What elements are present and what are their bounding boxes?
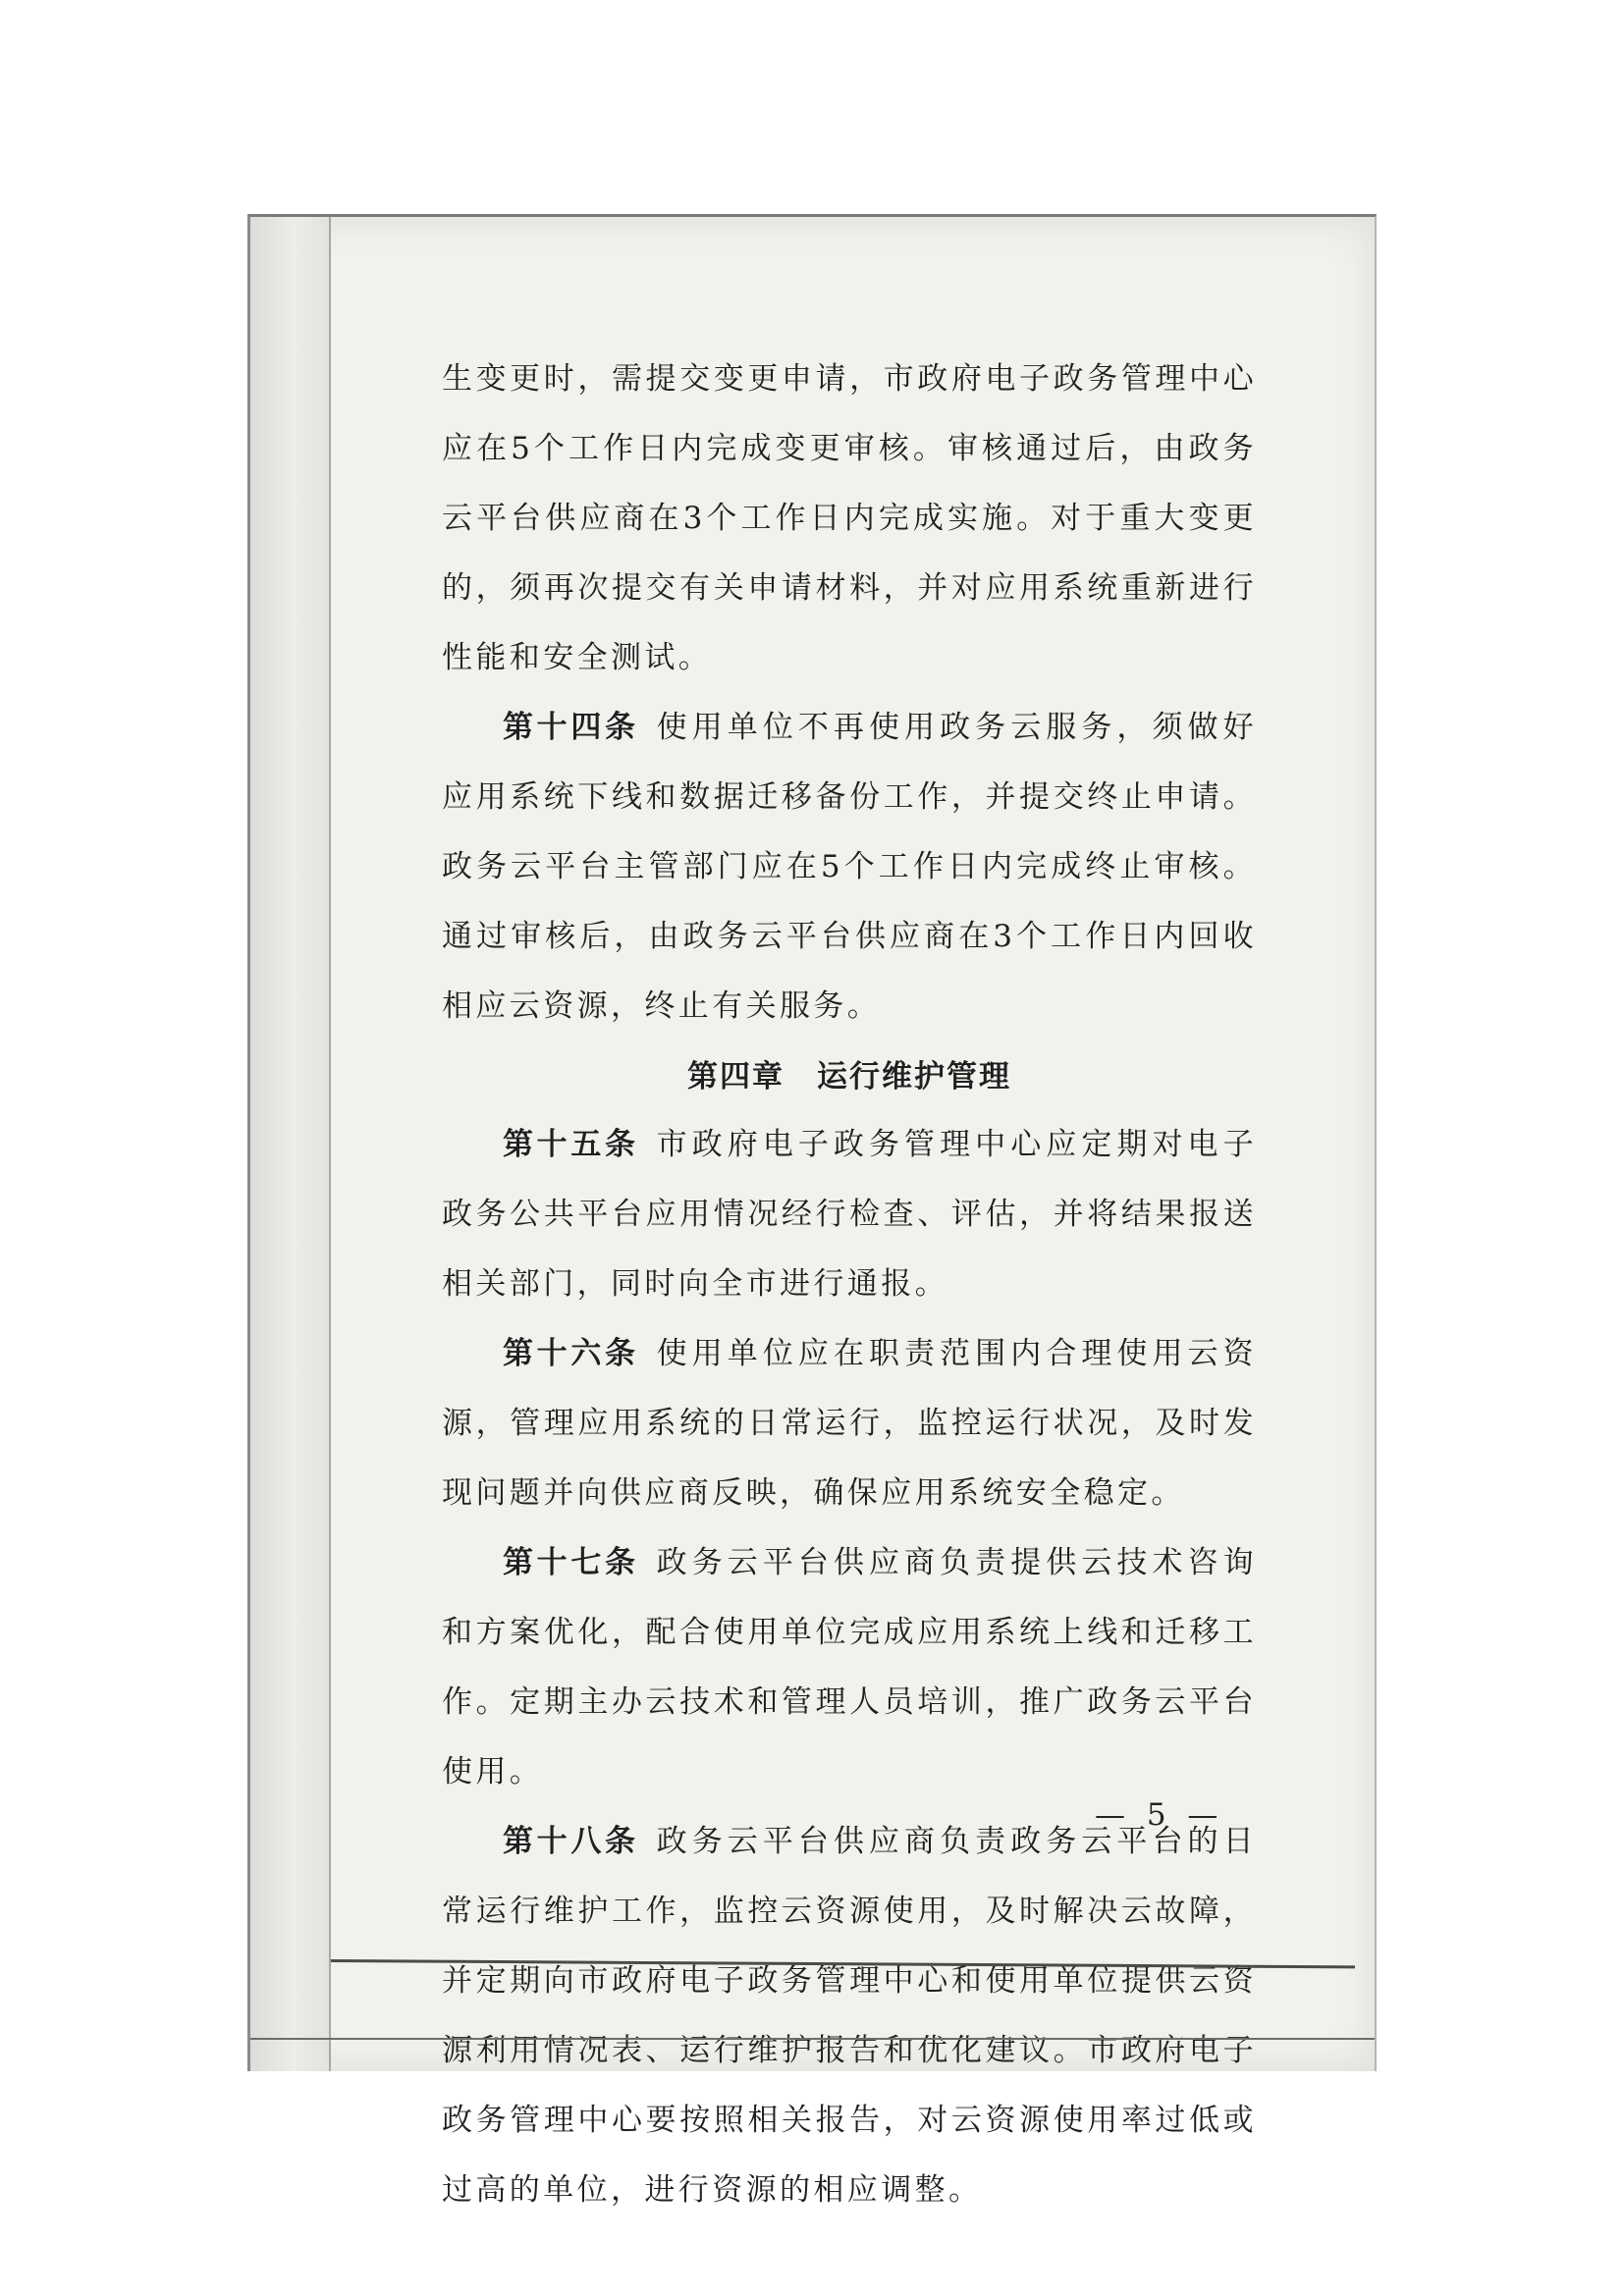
page-number: — 5 — [1095,1797,1224,1833]
article-title: 第十六条 [503,1336,639,1371]
article-title: 第十五条 [503,1127,639,1162]
article-18 [442,1807,1257,2225]
article-title: 第十四条 [503,710,639,745]
article-16 [442,1319,1257,1528]
scan-bottom-edge [250,2038,1375,2040]
article-text: 使用单位不再使用政务云服务，须做好应用系统下线和数据迁移备份工作，并提交终止申请。政务云平台主管部门应在5个工作日内完成终止审核。通过审核后，由政务云平台供应商在3个工作日内回收相应云资源，终止有关服务。 [442,710,1257,1024]
article-17 [442,1528,1257,1807]
scanned-page [247,214,1377,2208]
article-title: 第十七条 [503,1545,639,1580]
article-15 [442,1110,1257,1319]
article-text: 政务云平台供应商负责政务云平台的日常运行维护工作，监控云资源使用，及时解决云故障，并定期向市政府电子政务管理中心和使用单位提供云资源利用情况表、运行维护报告和优化建议。市政府电子政务管理中心要按照相关报告，对云资源使用率过低或过高的单位，进行资源的相应调整。 [442,1824,1257,2208]
article-title: 第十八条 [503,1824,639,1859]
continued-paragraph: 生变更时，需提交变更申请，市政府电子政务管理中心应在5个工作日内完成变更审核。审核通过后，由政务云平台供应商在3个工作日内完成实施。对于重大变更的，须再次提交有关申请材料，并对应用系统重新进行性能和安全测试。 [442,361,1257,675]
chapter-heading: 第四章 运行维护管理 [687,1059,1011,1095]
article-14 [442,693,1257,1041]
article-text: 使用单位应在职责范围内合理使用云资源，管理应用系统的日常运行，监控运行状况，及时发现问题并向供应商反映，确保应用系统安全稳定。 [442,1336,1257,1511]
document-body [442,345,1257,2225]
article-text: 市政府电子政务管理中心应定期对电子政务公共平台应用情况经行检查、评估，并将结果报送相关部门，同时向全市进行通报。 [442,1127,1257,1302]
binding-margin [250,217,331,2071]
article-text: 政务云平台供应商负责提供云技术咨询和方案优化，配合使用单位完成应用系统上线和迁移工作。定期主办云技术和管理人员培训，推广政务云平台使用。 [442,1545,1257,1789]
